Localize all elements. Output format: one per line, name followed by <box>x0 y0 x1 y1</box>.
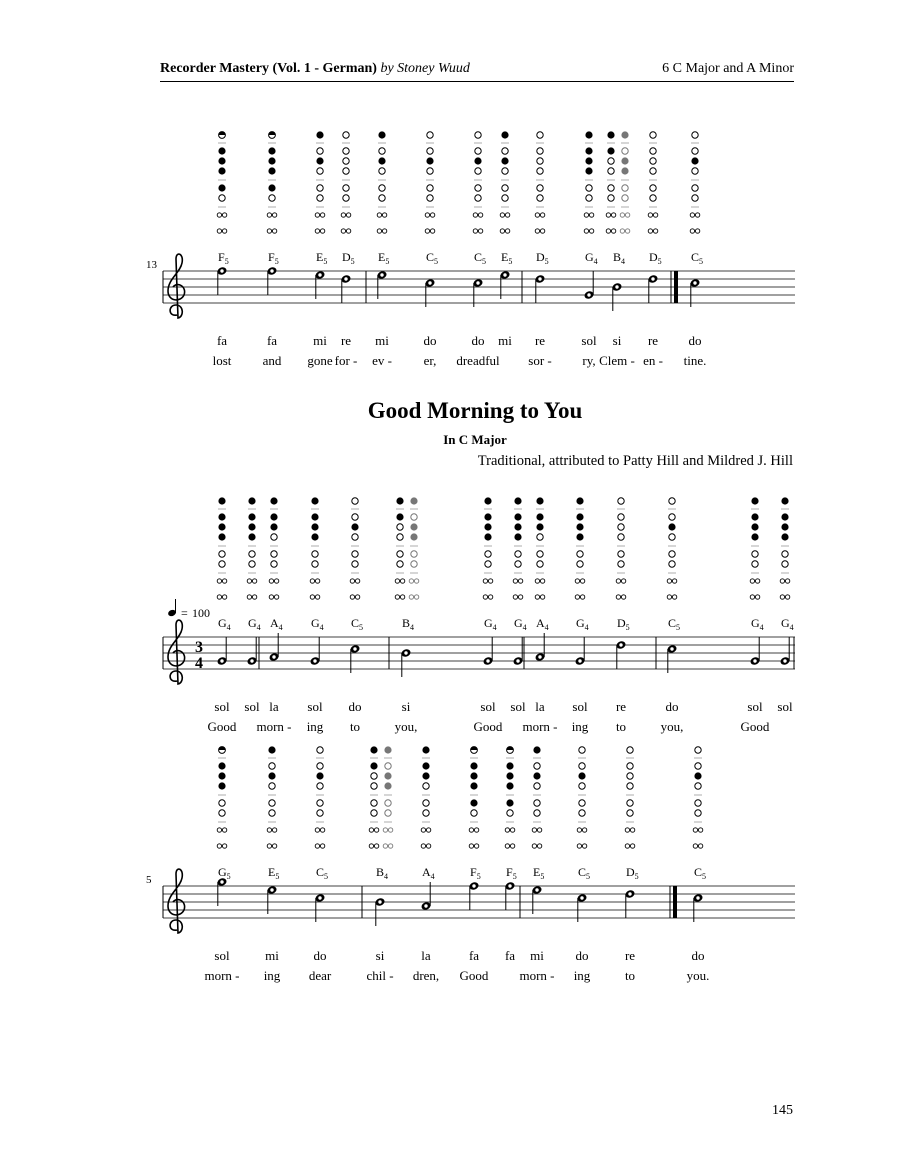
lyric-syllable: morn - <box>256 719 292 734</box>
note <box>246 637 257 666</box>
note-octave: 5 <box>324 872 329 881</box>
final-barline <box>674 271 678 303</box>
page-header <box>160 61 794 82</box>
note <box>574 637 585 666</box>
fingering-chart <box>667 498 677 599</box>
note-name: $C_5$ <box>578 865 591 881</box>
fingering-chart <box>341 132 351 233</box>
note-octave: 5 <box>359 623 364 632</box>
solfege-syllable: do <box>575 948 589 963</box>
solfege-syllable: sol <box>510 699 526 714</box>
note-name: $A_4$ <box>536 616 549 632</box>
treble-clef-icon <box>168 620 185 684</box>
fingering-chart <box>267 132 277 234</box>
fingering-chart <box>577 747 587 848</box>
note-octave: 5 <box>676 623 681 632</box>
fingering-chart <box>267 746 277 848</box>
note <box>611 282 622 311</box>
solfege-syllable: si <box>612 333 622 348</box>
lyric-syllable: ry, <box>582 353 596 368</box>
music-system-2 <box>0 491 900 751</box>
note-octave: 5 <box>226 872 231 881</box>
note-octave: 5 <box>434 257 439 266</box>
measure-number: 13 <box>146 259 157 271</box>
solfege-syllable: re <box>340 333 352 348</box>
lyric-syllable: sor - <box>528 353 552 368</box>
note <box>504 881 515 910</box>
note-octave: 5 <box>274 257 279 266</box>
lyric-syllable: ev - <box>372 353 392 368</box>
note-octave: 5 <box>482 257 487 266</box>
fingering-chart <box>500 131 510 233</box>
lyric-syllable: dear <box>308 968 332 983</box>
song-composer: Traditional, attributed to Patty Hill and Mildred J. Hill <box>477 453 793 469</box>
lyric-syllable: Good <box>740 719 770 734</box>
fingering-chart <box>750 497 760 599</box>
fingering-chart <box>350 498 360 599</box>
lyric-syllable: you, <box>394 719 418 734</box>
book-title: Recorder Mastery (Vol. 1 - German) <box>160 61 377 76</box>
note-octave: 5 <box>625 623 630 632</box>
note-name: $C_5$ <box>351 616 364 632</box>
note <box>647 274 658 303</box>
treble-clef-icon <box>168 869 185 933</box>
fingering-chart <box>535 132 545 233</box>
note-octave: 4 <box>410 623 415 632</box>
note <box>309 637 320 666</box>
fingering-chart <box>383 746 393 848</box>
note <box>779 637 790 666</box>
tempo-bpm: 100 <box>192 606 210 620</box>
solfege-syllable: sol <box>777 699 793 714</box>
note-name: $A_4$ <box>422 865 435 881</box>
header-book-info <box>160 61 470 77</box>
note-name: $C_5$ <box>694 865 707 881</box>
note <box>615 640 626 669</box>
lyric-syllable: Clem - <box>599 353 635 368</box>
note-name: $E_5$ <box>316 250 328 266</box>
note-name: $D_5$ <box>626 865 639 881</box>
lyric-syllable: ing <box>571 719 589 734</box>
fingering-chart <box>310 497 320 599</box>
note <box>216 266 227 295</box>
solfege-syllable: mi <box>313 333 327 348</box>
solfege-syllable: do <box>313 948 327 963</box>
solfege-syllable: do <box>348 699 362 714</box>
note-octave: 4 <box>492 623 497 632</box>
solfege-syllable: sol <box>581 333 597 348</box>
measure-number: 5 <box>146 874 152 886</box>
time-signature-top: 3 <box>195 639 203 656</box>
note-name: $C_5$ <box>316 865 329 881</box>
note <box>266 266 277 295</box>
fingering-chart <box>483 497 493 599</box>
solfege-syllable: fa <box>504 948 516 963</box>
solfege-syllable: sol <box>244 699 260 714</box>
solfege-syllable: sol <box>214 699 230 714</box>
solfege-syllable: fa <box>266 333 278 348</box>
note-octave: 4 <box>789 623 794 632</box>
note-octave: 5 <box>586 872 591 881</box>
lyric-syllable: Good <box>473 719 503 734</box>
note-octave: 5 <box>544 257 549 266</box>
note-name: $G_4$ <box>751 616 764 632</box>
fingering-chart <box>505 747 515 849</box>
lyric-syllable: you, <box>660 719 684 734</box>
solfege-syllable: re <box>624 948 636 963</box>
fingering-chart <box>217 497 227 599</box>
note <box>512 637 523 666</box>
note-name: $E_5$ <box>533 865 545 881</box>
fingering-chart <box>532 746 542 848</box>
note <box>340 274 351 303</box>
solfege-syllable: sol <box>214 948 230 963</box>
fingering-chart <box>606 131 616 233</box>
solfege-syllable: fa <box>216 333 228 348</box>
note-name: $C_5$ <box>691 250 704 266</box>
note-octave: 5 <box>657 257 662 266</box>
time-signature-bottom: 4 <box>195 655 203 672</box>
solfege-syllable: la <box>421 948 431 963</box>
solfege-syllable: si <box>375 948 385 963</box>
lyric-syllable: en - <box>643 353 663 368</box>
note-octave: 4 <box>759 623 764 632</box>
note-octave: 4 <box>319 623 324 632</box>
note-name: $B_4$ <box>613 250 626 266</box>
note-name: $C_5$ <box>668 616 681 632</box>
fingering-chart <box>377 131 387 233</box>
note-name: $D_5$ <box>342 250 355 266</box>
note-octave: 5 <box>702 872 707 881</box>
solfege-syllable: do <box>665 699 679 714</box>
fingering-chart <box>409 497 419 599</box>
by-word: by <box>380 61 394 76</box>
fingering-chart <box>690 132 700 233</box>
chapter-title: 6 C Major and A Minor <box>662 61 794 76</box>
note-octave: 5 <box>323 257 328 266</box>
fingering-chart <box>217 132 227 234</box>
tempo-marking <box>167 599 210 620</box>
lyric-syllable: to <box>624 968 636 983</box>
note-octave: 4 <box>584 623 589 632</box>
lyric-syllable: and <box>262 353 282 368</box>
note-name: $G_4$ <box>781 616 794 632</box>
solfege-syllable: la <box>269 699 279 714</box>
final-barline <box>673 886 677 918</box>
note-name: $B_4$ <box>402 616 415 632</box>
solfege-syllable: mi <box>530 948 544 963</box>
fingering-chart <box>217 747 227 849</box>
song-title: Good Morning to You <box>367 398 583 423</box>
fingering-chart <box>315 131 325 233</box>
solfege-syllable: mi <box>265 948 279 963</box>
song-key: In C Major <box>443 432 507 447</box>
note-name: $F_5$ <box>470 865 481 881</box>
note <box>216 637 227 666</box>
solfege-syllable: si <box>401 699 411 714</box>
fingering-chart <box>315 747 325 848</box>
tempo-prefix: = <box>181 606 188 620</box>
solfege-syllable: sol <box>747 699 763 714</box>
lyric-syllable: morn - <box>519 968 555 983</box>
note-octave: 5 <box>275 872 280 881</box>
lyric-syllable: dreadful <box>456 353 500 368</box>
lyric-syllable: to <box>615 719 627 734</box>
note-octave: 5 <box>350 257 355 266</box>
lyric-syllable: er, <box>423 353 437 368</box>
solfege-syllable: do <box>471 333 485 348</box>
lyric-syllable: you. <box>686 968 710 983</box>
note-name: $F_5$ <box>506 865 517 881</box>
fingering-chart <box>620 131 630 233</box>
solfege-syllable: sol <box>307 699 323 714</box>
note-octave: 5 <box>385 257 390 266</box>
page-number: 145 <box>772 1103 793 1118</box>
note <box>468 881 479 910</box>
fingering-chart <box>648 132 658 233</box>
note-name: $G_4$ <box>484 616 497 632</box>
note <box>400 648 411 677</box>
lyric-syllable: lost <box>212 353 232 368</box>
lyric-syllable: ing <box>263 968 281 983</box>
solfege-syllable: fa <box>468 948 480 963</box>
note-name: $G_4$ <box>218 616 231 632</box>
lyric-syllable: ing <box>306 719 324 734</box>
note-octave: 5 <box>512 872 517 881</box>
note-octave: 4 <box>430 872 435 881</box>
lyric-syllable: to <box>349 719 361 734</box>
solfege-syllable: do <box>688 333 702 348</box>
note-name: $E_5$ <box>378 250 390 266</box>
note-name: $G_4$ <box>248 616 261 632</box>
fingering-chart <box>369 746 379 848</box>
solfege-syllable: re <box>647 333 659 348</box>
solfege-syllable: re <box>615 699 627 714</box>
note-name: $F_5$ <box>218 250 229 266</box>
note-name: $E_5$ <box>501 250 513 266</box>
solfege-syllable: mi <box>498 333 512 348</box>
note-name: $C_5$ <box>474 250 487 266</box>
note <box>374 897 385 926</box>
lyric-syllable: Good <box>459 968 489 983</box>
note-octave: 5 <box>224 257 229 266</box>
fingering-chart <box>513 497 523 599</box>
note <box>482 637 493 666</box>
solfege-syllable: la <box>535 699 545 714</box>
note-octave: 5 <box>540 872 545 881</box>
note-name: $D_5$ <box>649 250 662 266</box>
fingering-chart <box>421 746 431 848</box>
lyric-syllable: ing <box>573 968 591 983</box>
note-octave: 4 <box>544 623 549 632</box>
fingering-chart <box>395 497 405 599</box>
lyric-syllable: Good <box>207 719 237 734</box>
lyric-syllable: dren, <box>412 968 440 983</box>
solfege-syllable: do <box>423 333 437 348</box>
lyric-syllable: for - <box>334 353 358 368</box>
note-name: $G_5$ <box>218 865 231 881</box>
note-octave: 4 <box>522 623 527 632</box>
author-name: Stoney Wuud <box>397 61 470 76</box>
note-name: $D_5$ <box>536 250 549 266</box>
fingering-chart <box>616 498 626 599</box>
note-name: $C_5$ <box>426 250 439 266</box>
note-octave: 5 <box>476 872 481 881</box>
note-name: $G_4$ <box>311 616 324 632</box>
note-name: $G_4$ <box>585 250 598 266</box>
note-octave: 4 <box>593 257 598 266</box>
solfege-syllable: sol <box>480 699 496 714</box>
fingering-chart <box>247 497 257 599</box>
solfege-syllable: re <box>534 333 546 348</box>
fingering-chart <box>269 497 279 599</box>
note-name: $F_5$ <box>268 250 279 266</box>
music-system-3 <box>0 740 900 1000</box>
fingering-chart <box>535 497 545 599</box>
lyric-syllable: gone <box>307 353 333 368</box>
note-name: $G_4$ <box>576 616 589 632</box>
lyric-syllable: tine. <box>683 353 707 368</box>
note-octave: 5 <box>634 872 639 881</box>
solfege-syllable: sol <box>572 699 588 714</box>
note-name: $G_4$ <box>514 616 527 632</box>
fingering-chart <box>473 132 483 233</box>
solfege-syllable: do <box>691 948 705 963</box>
note <box>624 889 635 918</box>
note-name: $A_4$ <box>270 616 283 632</box>
note-octave: 4 <box>278 623 283 632</box>
fingering-chart <box>625 747 635 848</box>
note-name: $B_4$ <box>376 865 389 881</box>
music-system-1 <box>0 125 900 385</box>
fingering-chart <box>575 497 585 599</box>
lyric-syllable: morn - <box>522 719 558 734</box>
fingering-chart <box>584 131 594 233</box>
note-octave: 4 <box>384 872 389 881</box>
lyric-syllable: morn - <box>204 968 240 983</box>
fingering-chart <box>780 497 790 599</box>
note <box>583 271 594 300</box>
fingering-chart <box>425 132 435 233</box>
note-octave: 5 <box>508 257 513 266</box>
note-octave: 4 <box>621 257 626 266</box>
lyric-syllable: chil - <box>366 968 394 983</box>
solfege-syllable: mi <box>375 333 389 348</box>
note-name: $E_5$ <box>268 865 280 881</box>
note-octave: 4 <box>226 623 231 632</box>
note-octave: 5 <box>699 257 704 266</box>
note-octave: 4 <box>256 623 261 632</box>
treble-clef-icon <box>168 254 185 318</box>
fingering-chart <box>469 747 479 849</box>
note-name: $D_5$ <box>617 616 630 632</box>
note <box>749 637 760 666</box>
note <box>534 274 545 303</box>
fingering-chart <box>693 747 703 848</box>
